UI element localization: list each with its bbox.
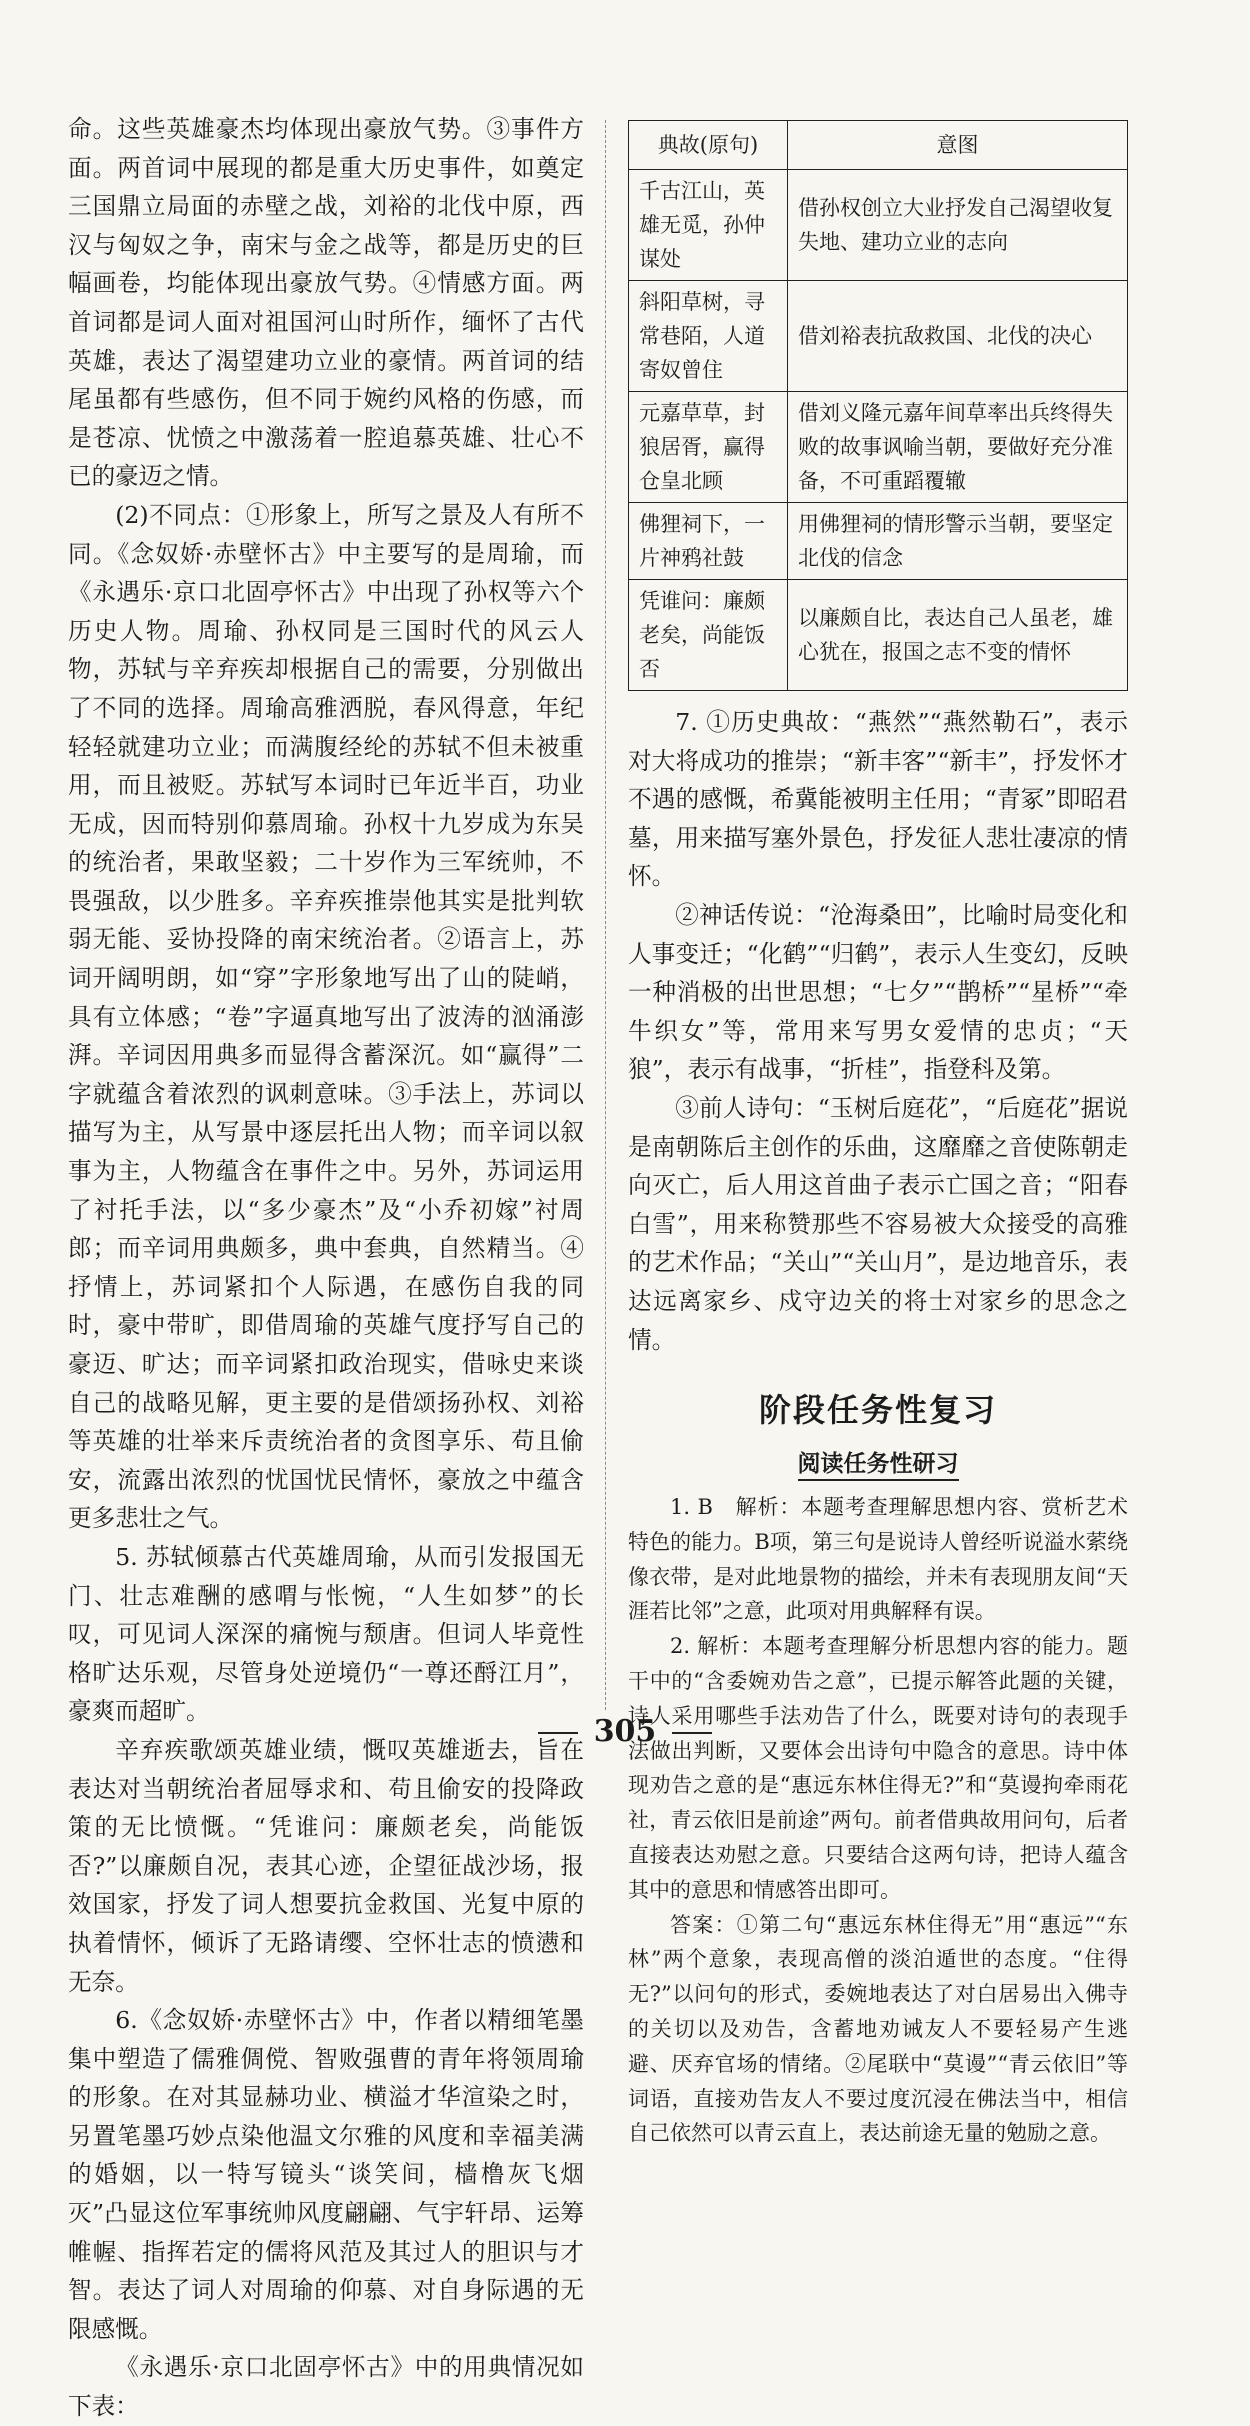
table-row: [629, 170, 1128, 281]
table-cell-allusion: 元嘉草草，封狼居胥，赢得仓皇北顾: [629, 392, 788, 503]
table-row: [629, 503, 1128, 580]
allusion-table: [628, 120, 1128, 691]
table-header-row: [629, 121, 1128, 170]
table-cell-intent: 借刘裕表抗敌救国、北伐的决心: [788, 281, 1128, 392]
table-cell-allusion: 千古江山，英雄无觅，孙仲谋处: [629, 170, 788, 281]
subsection-title-text: 阅读任务性研习: [798, 1451, 959, 1481]
table-cell-allusion: 佛狸祠下，一片神鸦社鼓: [629, 503, 788, 580]
answer-1: 1. B 解析：本题考查理解思想内容、赏析艺术特色的能力。B项，第三句是说诗人曾经听说溢水萦绕像衣带，是对此地景物的描绘，并未有表现朋友间“天涯若比邻”之意，此项对用典解释有误。: [628, 1495, 1128, 1624]
left-para-3: 5. 苏轼倾慕古代英雄周瑜，从而引发报国无门、壮志难酬的感喟与怅惋，“人生如梦”的长叹，可见词人深深的痛惋与颓唐。但词人毕竟性格旷达乐观，尽管身处逆境仍“一尊还酹江月”，豪爽而超旷。: [68, 1542, 584, 1726]
answers-block: [628, 1490, 1128, 2151]
table-cell-intent: 借刘义隆元嘉年间草率出兵终得失败的故事讽喻当朝，要做好充分准备，不可重蹈覆辙: [788, 392, 1128, 503]
column-divider: [605, 120, 606, 1710]
footer-dash-left: [538, 1732, 578, 1734]
answer-2-key: 答案：①第二句“惠远东林住得无”用“惠远”“东林”两个意象，表现高僧的淡泊遁世的态度。“住得无?”以问句的形式，委婉地表达了对白居易出入佛寺的关切以及劝告，含蓄地劝诫友人不要轻易产生逃避、厌弃官场的情绪。②尾联中“莫谩”“青云依旧”等词语，直接劝告友人不要过度沉浸在佛法当中，相信自己依然可以青云直上，表达前途无量的勉励之意。: [628, 1912, 1128, 2146]
footer-dash-right: [672, 1732, 712, 1734]
table-row: [629, 281, 1128, 392]
page-number: 305: [593, 1714, 657, 1749]
left-para-2: (2)不同点：①形象上，所写之景及人有所不同。《念奴娇·赤壁怀古》中主要写的是周瑜，而《永遇乐·京口北固亭怀古》中出现了孙权等六个历史人物。周瑜、孙权同是三国时代的风云人物，苏轼与辛弃疾却根据自己的需要，分别做出了不同的选择。周瑜高雅洒脱，春风得意，年纪轻轻就建功立业；而满腹经纶的苏轼不但未被重用，而且被贬。苏轼写本词时已年近半百，功业无成，因而特别仰慕周瑜。孙权十九岁成为东吴的统治者，果敢坚毅；二十岁作为三军统帅，不畏强敌，以少胜多。辛弃疾推崇他其实是批判软弱无能、妥协投降的南宋统治者。②语言上，苏词开阔明朗，如“穿”字形象地写出了山的陡峭，具有立体感；“卷”字逼真地写出了波涛的汹涌澎湃。辛词因用典多而显得含蓄深沉。如“赢得”二字就蕴含着浓烈的讽刺意味。③手法上，苏词以描写为主，从写景中逐层托出人物；而辛词以叙事为主，人物蕴含在事件之中。另外，苏词运用了衬托手法，以“多少豪杰”及“小乔初嫁”衬周郎；而辛词用典颇多，典中套典，自然精当。④抒情上，苏词紧扣个人际遇，在感伤自我的同时，豪中带旷，即借周瑜的英雄气度抒写自己的豪迈、旷达；而辛词紧扣政治现实，借咏史来谈自己的战略见解，更主要的是借颂扬孙权、刘裕等英雄的壮举来斥责统治者的贪图享乐、苟且偷安，流露出浓烈的忧国忧民情怀，豪放之中蕴含更多悲壮之气。: [68, 500, 584, 1533]
table-row: [629, 580, 1128, 691]
table-cell-intent: 以廉颇自比，表达自己人虽老，雄心犹在，报国之志不变的情怀: [788, 580, 1128, 691]
table-cell-intent: 借孙权创立大业抒发自己渴望收复失地、建功立业的志向: [788, 170, 1128, 281]
section-title: 阶段任务性复习: [758, 1391, 997, 1430]
page-footer: [0, 1714, 1250, 1749]
subsection-title: [628, 1445, 1128, 1478]
right-para-2: ②神话传说：“沧海桑田”，比喻时局变化和人事变迁；“化鹤”“归鹤”，表示人生变幻，反映一种消极的出世思想；“七夕”“鹊桥”“星桥”“牵牛织女”等，常用来写男女爱情的忠贞；“天狼”，表示有战事，“折桂”，指登科及第。: [628, 900, 1128, 1084]
table-header: 意图: [788, 121, 1128, 170]
table-header: 典故(原句): [629, 121, 788, 170]
left-para-6: 《永遇乐·京口北固亭怀古》中的用典情况如下表：: [68, 2353, 584, 2421]
answer-2: 2. 解析：本题考查理解分析思想内容的能力。题干中的“含委婉劝告之意”，已提示解答此题的关键，诗人采用哪些手法劝告了什么，既要对诗句的表现手法做出判断，又要体会出诗句中隐含的意思。诗中体现劝告之意的是“惠远东林住得无?”和“莫谩拘牵雨花社，青云依旧是前途”两句。前者借典故用问句，后者直接表达劝慰之意。只要结合这两句诗，把诗人蕴含其中的意思和情感答出即可。: [628, 1634, 1128, 1902]
left-para-4: 辛弃疾歌颂英雄业绩，慨叹英雄逝去，旨在表达对当朝统治者屈辱求和、苟且偷安的投降政策的无比愤慨。“凭谁问：廉颇老矣，尚能饭否?”以廉颇自况，表其心迹，企望征战沙场，报效国家，抒发了词人想要抗金救国、光复中原的执着情怀，倾诉了无路请缨、空怀壮志的愤懑和无奈。: [68, 1735, 584, 1996]
table-row: [629, 392, 1128, 503]
table-cell-intent: 用佛狸祠的情形警示当朝，要坚定北伐的信念: [788, 503, 1128, 580]
left-column: [68, 110, 584, 2426]
right-column: [628, 120, 1128, 2151]
table-cell-allusion: 斜阳草树，寻常巷陌，人道寄奴曾住: [629, 281, 788, 392]
right-para-1: 7. ①历史典故：“燕然”“燕然勒石”，表示对大将成功的推崇；“新丰客”“新丰”，抒发怀才不遇的感慨，希冀能被明主任用；“青冢”即昭君墓，用来描写塞外景色，抒发征人悲壮凄凉的情怀。: [628, 708, 1128, 891]
right-para-3: ③前人诗句：“玉树后庭花”，“后庭花”据说是南朝陈后主创作的乐曲，这靡靡之音使陈朝走向灭亡，后人用这首曲子表示亡国之音；“阳春白雪”，用来称赞那些不容易被大众接受的高雅的艺术作品；“关山”“关山月”，是边地音乐，表达远离家乡、戍守边关的将士对家乡的思念之情。: [628, 1093, 1128, 1354]
left-para-1: 命。这些英雄豪杰均体现出豪放气势。③事件方面。两首词中展现的都是重大历史事件，如奠定三国鼎立局面的赤壁之战，刘裕的北伐中原，西汉与匈奴之争，南宋与金之战等，都是历史的巨幅画卷，均能体现出豪放气势。④情感方面。两首词都是词人面对祖国河山时所作，缅怀了古代英雄，表达了渴望建功立业的豪情。两首词的结尾虽都有些感伤，但不同于婉约风格的伤感，而是苍凉、忧愤之中激荡着一腔追慕英雄、壮心不已的豪迈之情。: [68, 115, 584, 491]
table-cell-allusion: 凭谁问：廉颇老矣，尚能饭否: [629, 580, 788, 691]
left-para-5: 6.《念奴娇·赤壁怀古》中，作者以精细笔墨集中塑造了儒雅倜傥、智败强曹的青年将领周瑜的形象。在对其显赫功业、横溢才华渲染之时，另置笔墨巧妙点染他温文尔雅的风度和幸福美满的婚姻，以一特写镜头“谈笑间，樯橹灰飞烟灭”凸显这位军事统帅风度翩翩、气宇轩昂、运筹帷幄、指挥若定的儒将风范及其过人的胆识与才智。表达了词人对周瑜的仰慕、对自身际遇的无限感慨。: [68, 2006, 584, 2343]
